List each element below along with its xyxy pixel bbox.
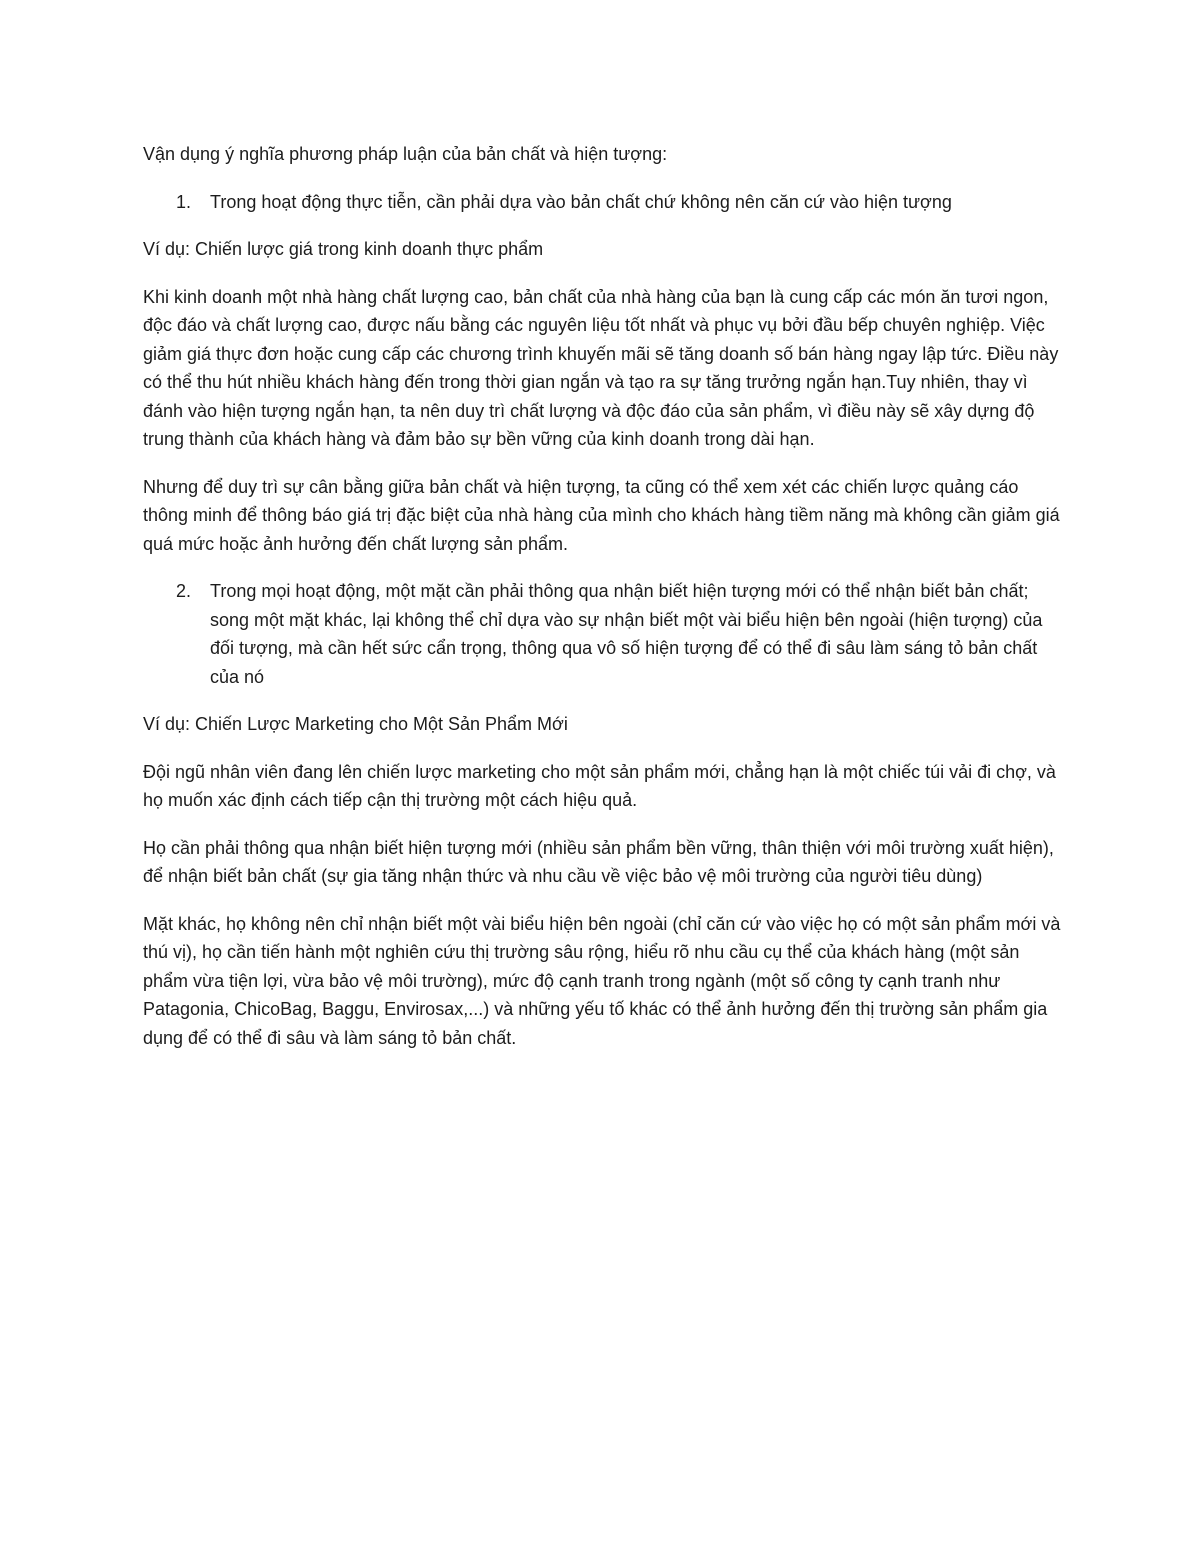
list-item-1 — [143, 188, 1068, 217]
example-1-paragraph-1: Khi kinh doanh một nhà hàng chất lượng cao, bản chất của nhà hàng của bạn là cung cấp các món ăn tươi ngon, độc đáo và chất lượng cao, được nấu bằng các nguyên liệu tốt nhất và phục vụ bởi đầu bếp chuyên nghiệp. Việc giảm giá thực đơn hoặc cung cấp các chương trình khuyến mãi sẽ tăng doanh số bán hàng ngay lập tức. Điều này có thể thu hút nhiều khách hàng đến trong thời gian ngắn và tạo ra sự tăng trưởng ngắn hạn.Tuy nhiên, thay vì đánh vào hiện tượng ngắn hạn, ta nên duy trì chất lượng và độc đáo của sản phẩm, vì điều này sẽ xây dựng độ trung thành của khách hàng và đảm bảo sự bền vững của kinh doanh trong dài hạn. — [143, 286, 1059, 449]
example-1-title: Ví dụ: Chiến lược giá trong kinh doanh thực phẩm — [143, 239, 544, 259]
document-heading: Vận dụng ý nghĩa phương pháp luận của bản chất và hiện tượng: — [143, 144, 668, 164]
example-1-paragraph-2: Nhưng để duy trì sự cân bằng giữa bản chất và hiện tượng, ta cũng có thể xem xét các chiến lược quảng cáo thông minh để thông báo giá trị đặc biệt của nhà hàng của mình cho khách hàng tiềm năng mà không cần giảm giá quá mức hoặc ảnh hưởng đến chất lượng sản phẩm. — [143, 476, 1060, 554]
list-item-2 — [143, 577, 1068, 691]
example-2-paragraph-1: Đội ngũ nhân viên đang lên chiến lược marketing cho một sản phẩm mới, chẳng hạn là một chiếc túi vải đi chợ, và họ muốn xác định cách tiếp cận thị trường một cách hiệu quả. — [143, 761, 1056, 810]
example-2-title: Ví dụ: Chiến Lược Marketing cho Một Sản Phẩm Mới — [143, 714, 568, 734]
example-2-paragraph-2: Họ cần phải thông qua nhận biết hiện tượng mới (nhiều sản phẩm bền vững, thân thiện với môi trường xuất hiện), để nhận biết bản chất (sự gia tăng nhận thức và nhu cầu về việc bảo vệ môi trường của người tiêu dùng) — [143, 837, 1054, 886]
document-body — [143, 140, 1068, 1071]
list-text-1: Trong hoạt động thực tiễn, cần phải dựa vào bản chất chứ không nên căn cứ vào hiện tượng — [210, 191, 952, 212]
list-text-2: Trong mọi hoạt động, một mặt cần phải thông qua nhận biết hiện tượng mới có thể nhận biết bản chất; song một mặt khác, lại không thể chỉ dựa vào sự nhận biết một vài biểu hiện bên ngoài (hiện tượng) của đối tượng, mà cần hết sức cẩn trọng, thông qua vô số hiện tượng để có thể đi sâu làm sáng tỏ bản chất của nó — [210, 581, 1043, 687]
list-number-2: 2. — [176, 581, 192, 601]
example-2-paragraph-3: Mặt khác, họ không nên chỉ nhận biết một vài biểu hiện bên ngoài (chỉ căn cứ vào việc họ có một sản phẩm mới và thú vị), họ cần tiến hành một nghiên cứu thị trường sâu rộng, hiểu rõ nhu cầu cụ thể của khách hàng (một sản phẩm vừa tiện lợi, vừa bảo vệ môi trường), mức độ cạnh tranh trong ngành (một số công ty cạnh tranh như Patagonia, ChicoBag, Baggu, Envirosax,...) và những yếu tố khác có thể ảnh hưởng đến thị trường sản phẩm gia dụng để có thể đi sâu và làm sáng tỏ bản chất. — [143, 913, 1061, 1048]
list-number-1: 1. — [176, 191, 192, 212]
